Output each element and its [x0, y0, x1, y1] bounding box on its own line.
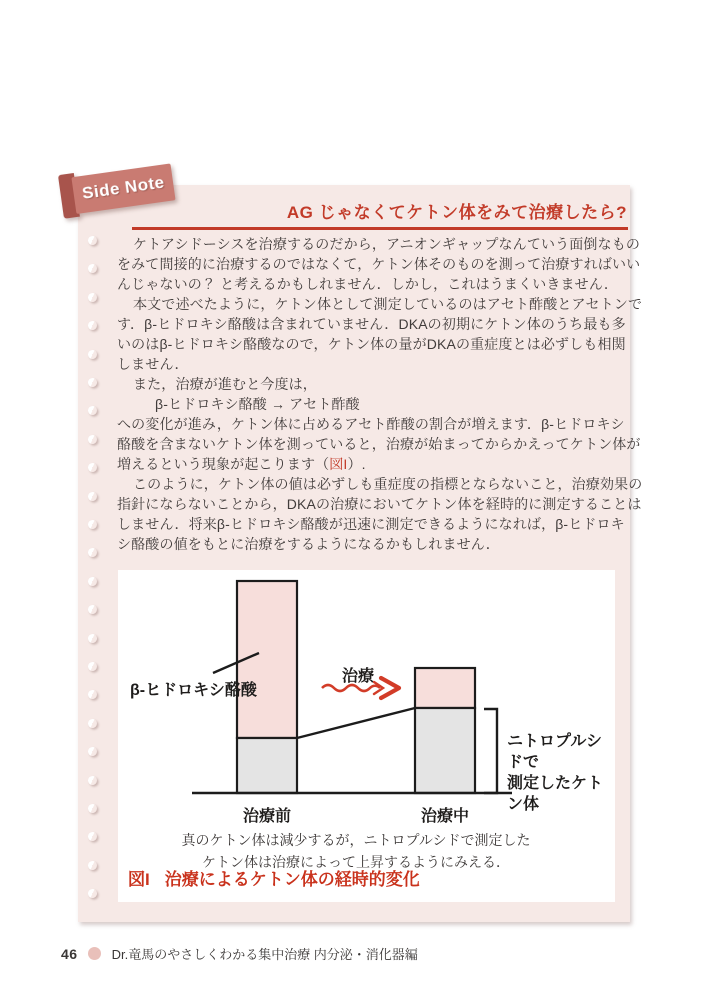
bar-before-nitro-segment [237, 738, 297, 793]
nitroprusside-label-line2: 測定したケトン体 [507, 775, 604, 813]
page-footer [61, 944, 418, 963]
body-text-line: んじゃないの？ と考えるかもしれません．しかし，これはうまくいきません． [117, 276, 618, 292]
footer-dot-icon [88, 947, 101, 960]
body-text-line: β-ヒドロキシ酪酸 → アセト酢酸 [155, 396, 360, 412]
body-text-line: 酪酸を含まないケトン体を測っていると，治療が始まってからかえってケトン体が [117, 436, 641, 452]
nitroprusside-label-line1: ニトロプルシドで [507, 733, 602, 771]
x-label-before-treatment: 治療前 [242, 808, 291, 825]
body-text-line: シ酪酸の値をもとに治療をするようになるかもしれません． [117, 536, 500, 552]
nitroprusside-label [507, 731, 615, 815]
bar-during-nitro-segment [415, 708, 475, 793]
body-text-line: しません．将来β-ヒドロキシ酪酸が迅速に測定できるようになれば，β-ヒドロキ [117, 516, 625, 532]
body-text-line: このように，ケトン体の値は必ずしも重症度の指標とならないこと，治療効果の [133, 476, 643, 492]
treatment-arrow-label: 治療 [341, 668, 374, 685]
figure-number: 図I [128, 870, 150, 889]
body-text-line: 増えるという現象が起こります（図I）. [117, 456, 366, 472]
nitro-bracket [484, 709, 497, 793]
title-underline [132, 227, 628, 230]
figure-caption [128, 865, 420, 890]
body-text-line: す．β-ヒドロキシ酪酸は含まれていません．DKAの初期にケトン体のうち最も多 [117, 316, 626, 332]
body-text-line: 指針にならないことから，DKAの治療においてケトン体を経時的に測定することは [117, 496, 642, 512]
bar-during-beta-segment [415, 668, 475, 708]
figure-note-line2: ケトン体は治療によって上昇するようにみえる． [202, 854, 510, 870]
beta-hydroxybutyrate-label: β-ヒドロキシ酪酸 [130, 682, 257, 699]
figure-note-line1: 真のケトン体は減少するが，ニトロプルシドで測定した [181, 832, 531, 848]
note-title: AG じゃなくてケトン体をみて治療したら? [286, 203, 627, 222]
book-title: Dr.竜馬のやさしくわかる集中治療 内分泌・消化器編 [111, 947, 418, 962]
body-text-line: ケトアシドーシスを治療するのだから，アニオンギャップなんていう面倒なもの [133, 236, 641, 252]
body-text [117, 234, 643, 554]
figure-box [118, 570, 615, 902]
figure-title: 治療によるケトン体の経時的変化 [164, 870, 420, 889]
body-text-line: への変化が進み，ケトン体に占めるアセト酢酸の割合が増えます．β-ヒドロキシ [117, 416, 625, 432]
body-text-line: しません． [117, 356, 189, 372]
body-text-line: いのはβ-ヒドロキシ酪酸なので，ケトン体の量がDKAの重症度とは必ずしも相関 [117, 336, 626, 352]
trend-connector-line [297, 708, 415, 738]
x-label-during-treatment: 治療中 [420, 808, 469, 825]
body-text-line: をみて間接的に治療するのではなくて，ケトン体そのものを測って治療すればいい [117, 256, 641, 272]
body-text-line: また，治療が進むと今度は， [133, 376, 317, 392]
body-text-line: 本文で述べたように，ケトン体として測定しているのはアセト酢酸とアセトンで [133, 296, 643, 312]
side-note-tab-label: Side Note [80, 172, 166, 203]
figure-reference: 図I [329, 456, 348, 472]
page-number: 46 [61, 945, 78, 962]
